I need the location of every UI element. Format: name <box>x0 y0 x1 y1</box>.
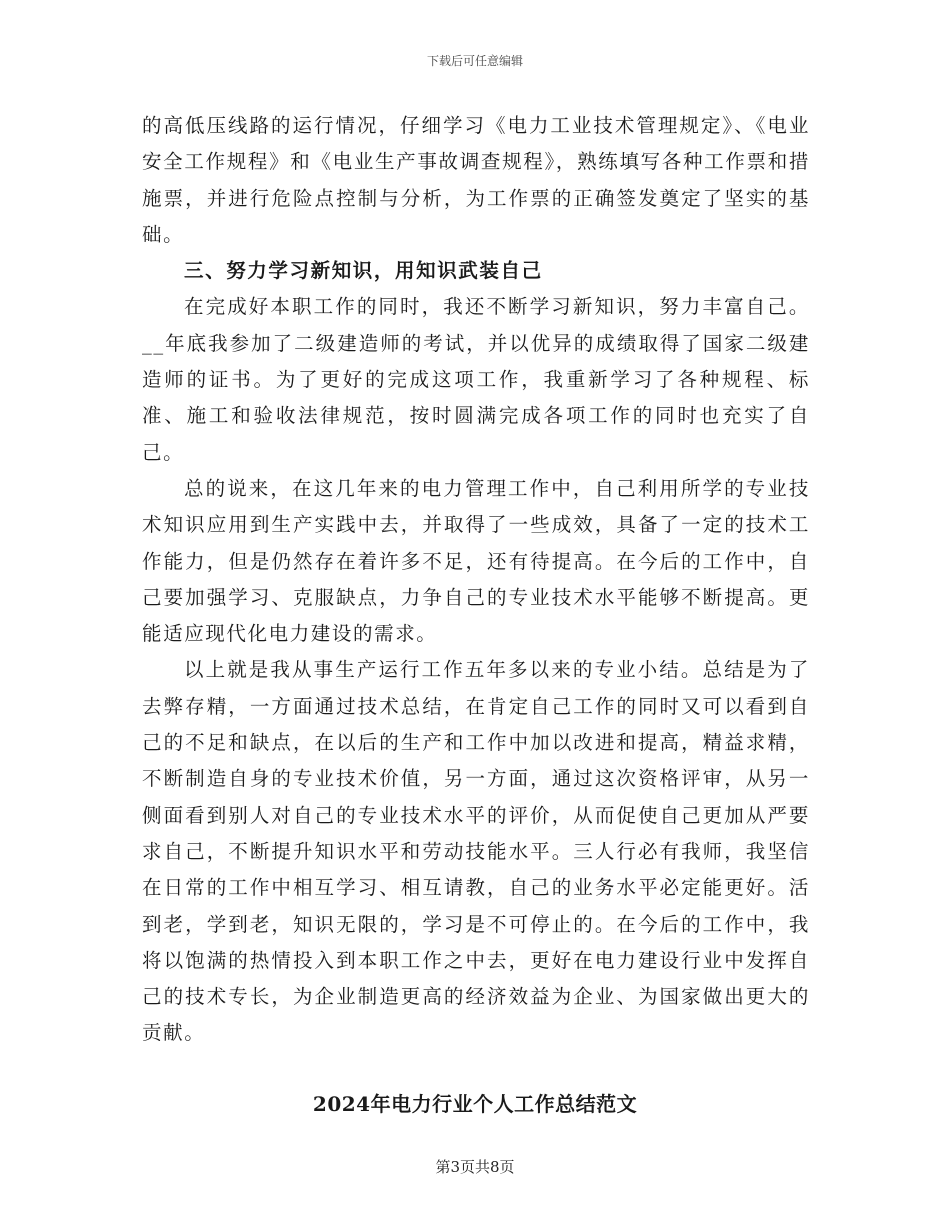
body-paragraph-study: 在完成好本职工作的同时，我还不断学习新知识，努力丰富自己。__年底我参加了二级建造师的考试，并以优异的成绩取得了国家二级建造师的证书。为了更好的完成这项工作，我重新学习了各种规程、标准、施工和验收法律规范，按时圆满完成各项工作的同时也充实了自己。 <box>142 295 810 464</box>
body-paragraph-conclusion: 以上就是我从事生产运行工作五年多以来的专业小结。总结是为了去弊存精，一方面通过技术总结，在肯定自己工作的同时又可以看到自己的不足和缺点，在以后的生产和工作中加以改进和提高，精益求精，不断制造自身的专业技术价值，另一方面，通过这次资格评审，从另一侧面看到别人对自己的专业技术水平的评价，从而促使自己更加从严要求自己，不断提升知识水平和劳动技能水平。三人行必有我师，我坚信在日常的工作中相互学习、相互请教，自己的业务水平必定能更好。活到老，学到老，知识无限的，学习是不可停止的。在今后的工作中，我将以饱满的热情投入到本职工作之中去，更好在电力建设行业中发挥自己的技术专长，为企业制造更高的经济效益为企业、为国家做出更大的贡献。 <box>142 658 810 1045</box>
next-document-title: 2024年电力行业个人工作总结范文 <box>312 1092 638 1116</box>
page-number: 第3页共8页 <box>435 1158 515 1176</box>
body-paragraph-summary: 总的说来，在这几年来的电力管理工作中，自己利用所学的专业技术知识应用到生产实践中去，并取得了一些成效，具备了一定的技术工作能力，但是仍然存在着许多不足，还有待提高。在今后的工作中，自己要加强学习、克服缺点，力争自己的专业技术水平能够不断提高。更能适应现代化电力建设的需求。 <box>142 476 810 646</box>
section-heading-3: 三、努力学习新知识，用知识武装自己 <box>184 259 543 283</box>
document-body <box>142 108 810 1052</box>
body-paragraph-continued: 的高低压线路的运行情况，仔细学习《电力工业技术管理规定》、《电业安全工作规程》和《电业生产事故调查规程》，熟练填写各种工作票和措施票，并进行危险点控制与分析，为工作票的正确签发奠定了坚实的基础。 <box>142 114 810 246</box>
page-header-note: 下载后可任意编辑 <box>426 54 523 68</box>
